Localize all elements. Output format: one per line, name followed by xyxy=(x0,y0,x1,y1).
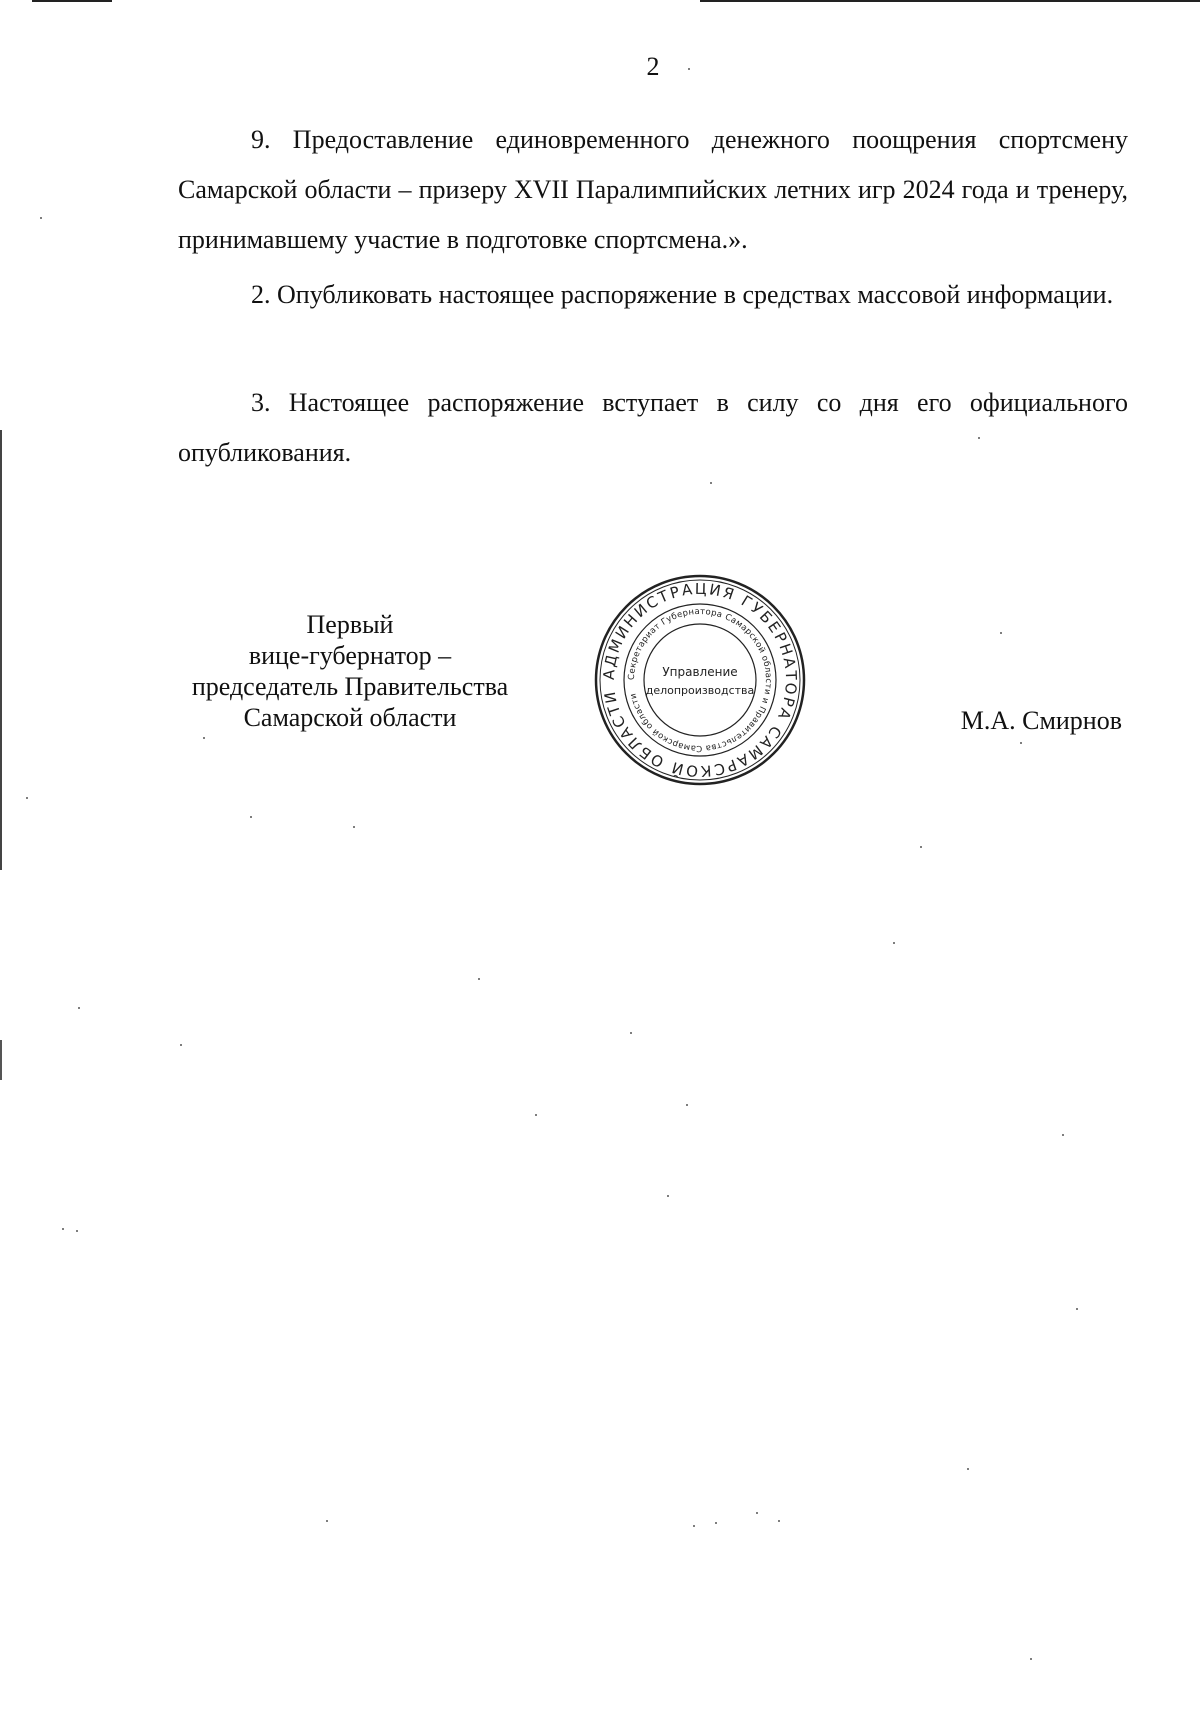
scan-speck xyxy=(535,1114,537,1116)
scan-speck xyxy=(967,1468,969,1470)
scan-speck xyxy=(1030,1658,1032,1660)
scan-border-top-left xyxy=(32,0,112,2)
paragraph-text: 9. Предоставление единовременного денежного поощрения спортсмену Самарской области – призеру XVII Паралимпийских летних игр 2024 года и тренеру, принимавшему участие в подготовке спортсмена.». xyxy=(178,125,1128,254)
stamp-center-line: Управление xyxy=(662,665,738,679)
scan-speck xyxy=(1076,1308,1078,1310)
paragraph-effective-date xyxy=(178,378,1128,478)
scan-speck xyxy=(40,217,42,219)
scan-speck xyxy=(693,1525,695,1527)
scan-speck xyxy=(978,437,980,439)
scan-speck xyxy=(1020,742,1022,744)
paragraph-item-9 xyxy=(178,115,1128,265)
scan-border-left-lower xyxy=(0,1040,2,1080)
paragraph-text: 3. Настоящее распоряжение вступает в силу со дня его официального опубликования. xyxy=(178,388,1128,467)
stamp-inner-ring xyxy=(644,624,756,736)
stamp-center-line: делопроизводства xyxy=(645,684,755,697)
scan-speck xyxy=(203,737,205,739)
official-stamp xyxy=(590,570,810,790)
scan-speck xyxy=(688,68,690,70)
signer-title xyxy=(160,609,540,733)
scan-speck xyxy=(1062,1134,1064,1136)
scan-speck xyxy=(756,1512,758,1514)
scan-speck xyxy=(715,1522,717,1524)
scan-border-top-right xyxy=(700,0,1200,2)
signer-title-line: вице-губернатор – xyxy=(248,641,452,670)
scan-speck xyxy=(76,1230,78,1232)
signer-title-line: Первый xyxy=(306,610,394,639)
scan-speck xyxy=(686,1104,688,1106)
paragraph-text: 2. Опубликовать настоящее распоряжение в средствах массовой информации. xyxy=(251,280,1114,309)
scan-speck xyxy=(920,846,922,848)
page-number: 2 xyxy=(646,52,660,81)
signer-title-line: Самарской области xyxy=(243,703,457,732)
stamp-inner-ring-text: Секретариат Губернатора Самарской области и Правительства Самарской области xyxy=(626,606,774,754)
scan-speck xyxy=(893,942,895,944)
scan-speck xyxy=(62,1228,64,1230)
scan-speck xyxy=(353,826,355,828)
stamp-outer-text: АДМИНИСТРАЦИЯ ГУБЕРНАТОРА САМАРСКОЙ ОБЛАСТИ xyxy=(599,579,801,781)
signer-title-line: председатель Правительства xyxy=(191,672,509,701)
scan-speck xyxy=(250,816,252,818)
scan-speck xyxy=(710,482,712,484)
signer-name: М.А. Смирнов xyxy=(960,706,1122,735)
scan-speck xyxy=(26,797,28,799)
scan-speck xyxy=(478,978,480,980)
scan-speck xyxy=(180,1044,182,1046)
stamp-middle-ring xyxy=(624,604,776,756)
scan-border-left xyxy=(0,430,2,870)
scan-speck xyxy=(1000,632,1002,634)
paragraph-publication xyxy=(178,270,1128,320)
scan-speck xyxy=(667,1195,669,1197)
scan-speck xyxy=(630,1032,632,1034)
scan-speck xyxy=(326,1520,328,1522)
scan-speck xyxy=(778,1520,780,1522)
scan-speck xyxy=(78,1007,80,1009)
